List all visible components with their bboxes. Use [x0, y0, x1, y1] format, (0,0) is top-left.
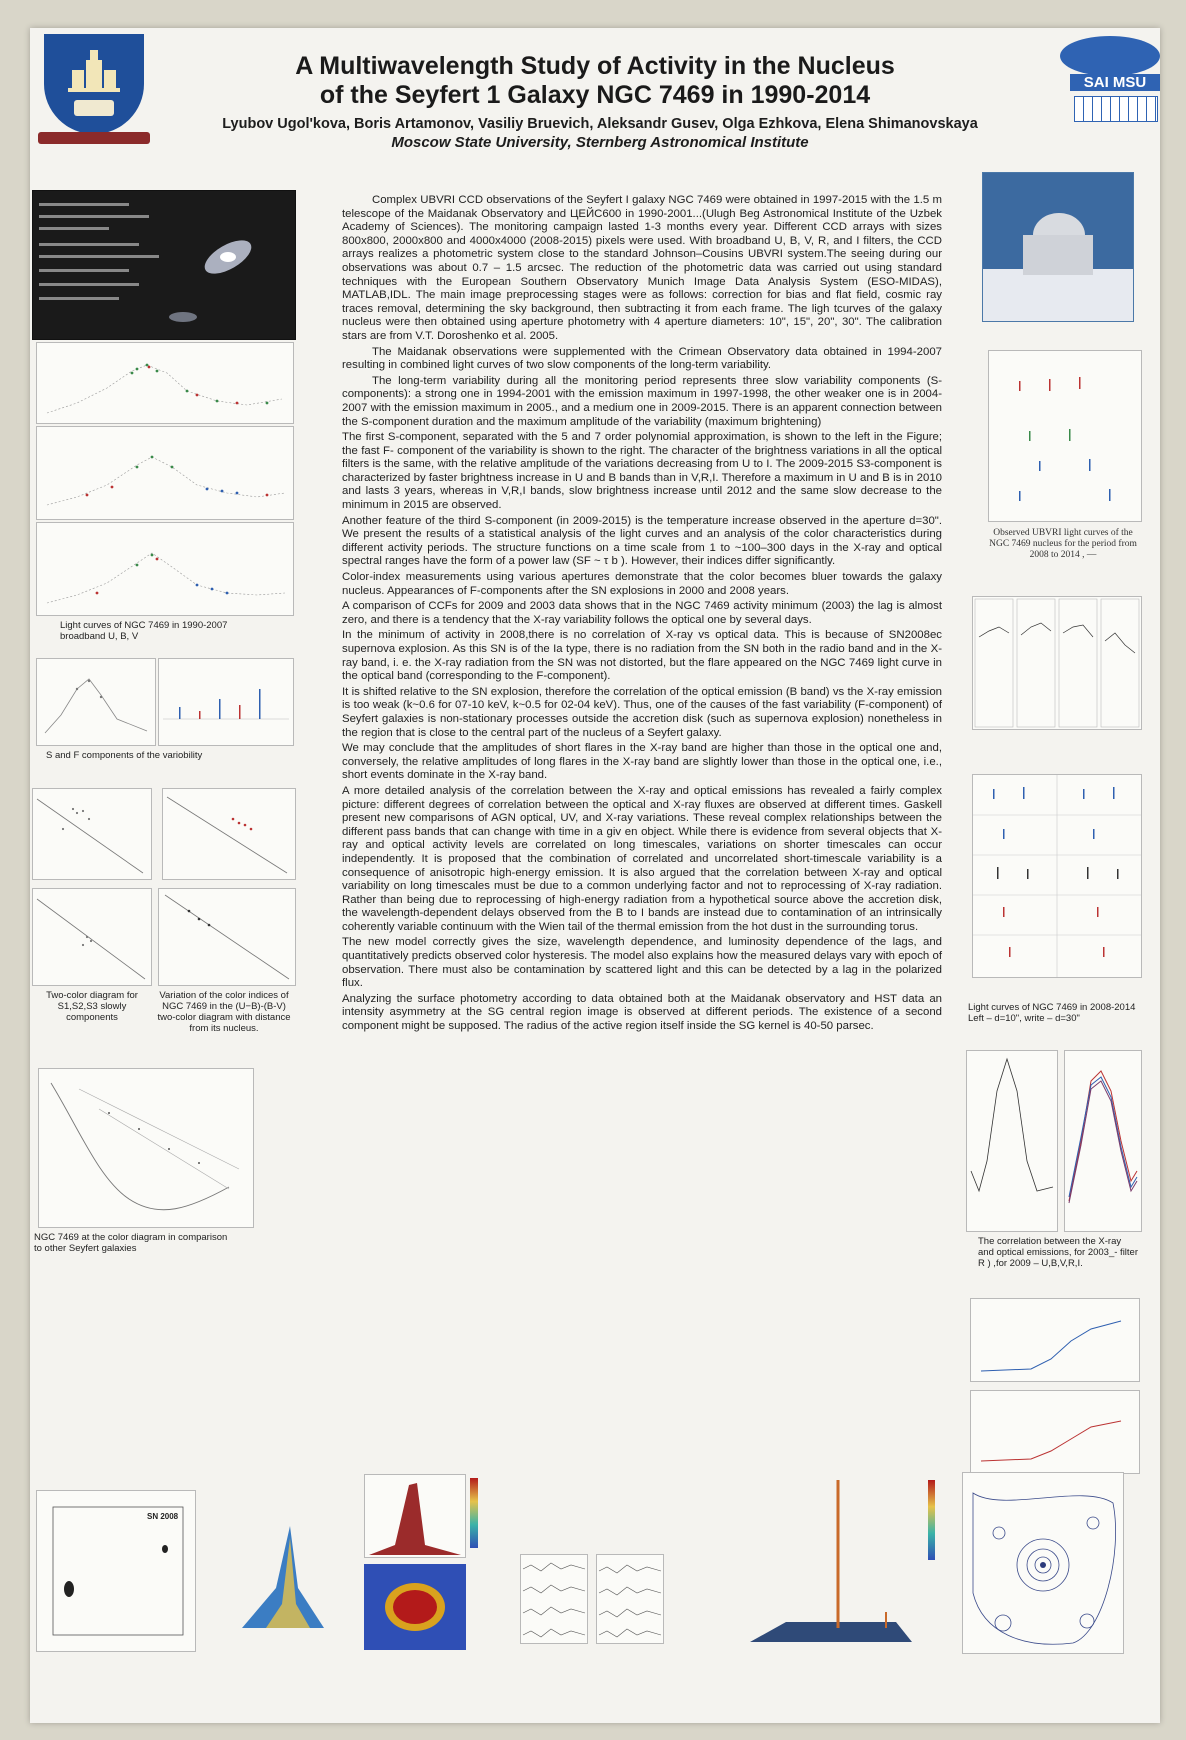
- s-component-plot: [37, 659, 155, 745]
- surface-photometry-3d-b: [746, 1472, 916, 1652]
- galaxy-image: [32, 190, 296, 340]
- two-color-diagram-d: [158, 888, 296, 986]
- light-curve-plot: [37, 523, 293, 615]
- light-curves-grid-small: [972, 596, 1142, 730]
- colorbar: [928, 1480, 935, 1560]
- paragraph: A comparison of CCFs for 2009 and 2003 data shows that in the NGC 7469 activity minimum (2003) the lag is almost zero, and there is a tendency that the X-ray variability follows the optical one by several days.: [342, 600, 942, 626]
- contour-plot: [963, 1473, 1123, 1653]
- cumulative-plot-red: [970, 1390, 1140, 1474]
- observatory-dome-image: [983, 173, 1133, 321]
- authors: Lyubov Ugol'kova, Boris Artamonov, Vasiliy Bruevich, Aleksandr Gusev, Olga Ezhkova, Elena Shimanovskaya: [222, 116, 978, 132]
- ccf-curve-2003: [967, 1051, 1057, 1231]
- surface-photometry-3d-a: [236, 1518, 328, 1638]
- two-color-plot: [159, 889, 295, 985]
- paragraph: It is shifted relative to the SN explosion, therefore the correlation of the optical emission (B band) vs the X-ray emission is too weak (k~0.6 for 07-10 keV, k~0.5 for 02-04 keV). Thus, one of the causes of the fast variability (F-component) of Seyfert galaxies is non-stationary processes outside the accretion disk (such as supernova explosion) nonetheless in the region that is close to the central part of the nucleus of a Seyfert galaxy.: [342, 685, 942, 739]
- colorbar: [470, 1478, 478, 1548]
- sn2008-label: SN 2008: [147, 1512, 179, 1521]
- paragraph: Color-index measurements using various apertures demonstrate that the color becomes bluer towards the galaxy nucleus. Appearances of F-components after the SN explosions in 2000 and 2008 years.: [342, 571, 942, 597]
- light-curves-d10-d30: [973, 775, 1141, 977]
- caption-ubvri-2008-2014: Observed UBVRI light curves of the NGC 7469 nucleus for the period from 2008 to 2014 , —: [989, 528, 1137, 560]
- book-icon: [74, 100, 114, 116]
- paragraph: Another feature of the third S-component (in 2009-2015) is the temperature increase observed in the aperture d=30". We present the results of a statistical analysis of the light curves and an analysis of the color characteristics during different activity periods. The structure functions on a time scale from 1 to ~100–300 days in the X-ray and optical spectral ranges have the form of a power law (SF ~ τ b ). However, their indices differ significantly.: [342, 514, 942, 568]
- s-f-components-right: [158, 658, 294, 746]
- red-step-curve: [971, 1391, 1139, 1473]
- poster: [30, 28, 1160, 1723]
- multi-panel-light-curves: [973, 597, 1141, 729]
- university-building-icon: [68, 50, 120, 92]
- poster-title: [180, 52, 1010, 110]
- light-curves-2008-2014-grid: [972, 774, 1142, 978]
- title-line-2: of the Seyfert 1 Galaxy NGC 7469 in 1990-2014: [319, 81, 871, 109]
- caption-color-diagram: NGC 7469 at the color diagram in comparison to other Seyfert galaxies: [34, 1232, 228, 1254]
- observatory-photo: [982, 172, 1134, 322]
- paragraph: The first S-component, separated with the 5 and 7 order polynomial approximation, is shown to the left in the Figure; the fast F- component of the variability is shown to the right. The character of the brightness variations in all the optical filters is the same, with the relative amplitude of the variations decreasing from U to I. The 2009-2015 S3-component is characterized by faster brightness increase in U and B bands than in V,R,I. Therefore a maximum in U and B is in 2010 and lasts 3 years, whereas in V,R,I bands, slow brightness increase until 2012 and the same slow decrease to the minimum in 2015 are observed.: [342, 431, 942, 512]
- logo-ribbon: [38, 132, 150, 144]
- light-curve-strips-b: [596, 1554, 664, 1644]
- body-text: [342, 194, 942, 1036]
- ubvri-light-curves: [988, 350, 1142, 522]
- paragraph: The long-term variability during all the monitoring period represents three slow variability components (S-components): a strong one in 1994-2001 with the emission maximum in 1997-1998, the other weaker one is in 2004-2007 with the emission maximum in 2005., and a medium one in 2009-2015. There is an apparent connection between the S-component duration and the maximum amplitude of the variability (maximum brightening): [342, 374, 942, 428]
- s-f-components-left: [36, 658, 156, 746]
- profile-peak: [365, 1475, 465, 1557]
- light-curve-panel-v: [36, 522, 294, 616]
- isophote-contour-map: [962, 1472, 1124, 1654]
- caption-two-color-s-components: Two-color diagram for S1,S2,S3 slowly components: [46, 990, 138, 1023]
- two-color-plot: [33, 889, 151, 985]
- intensity-profile-plot: [364, 1474, 466, 1558]
- light-curve-panel-b: [36, 426, 294, 520]
- two-color-diagram-a: [32, 788, 152, 880]
- light-curve-panel-u: [36, 342, 294, 424]
- caption-light-curves-2008-2014: Light curves of NGC 7469 in 2008-2014 Left – d=10", write – d=30": [968, 1002, 1136, 1024]
- paragraph: The new model correctly gives the size, wavelength dependence, and luminosity dependence of the lags, and quantitatively predicts observed color hysteresis. The model also explains how the measured delays vary with epoch of observation. There must also be contamination by scattered light and this can be detected by a lag in the polarized flux.: [342, 936, 942, 990]
- paragraph: Analyzing the surface photometry according to data obtained both at the Maidanak observatory and HST data an intensity asymmetry at the SG central region image is observed at different periods. The existence of a second component might be supposed. The radius of the active region itself inside the SG kernel is 40-50 parsec.: [342, 992, 942, 1033]
- paragraph: A more detailed analysis of the correlation between the X-ray and optical emissions has revealed a fairly complex picture: different degrees of correlation between the optical and X-ray fluxes are observed at different times. Gaskell present new comparisons of AGN optical, UV, and X-ray variations. These reveal complex relationships between the different pass bands that can change with time in a giv en object. While there is evidence from several objects that X-ray and optical activity levels are correlated on long timescales, variations on shorter timescales can occur independently. It is proposed that the combination of correlated and uncorrelated short-timescale variability is a consequence of anisotropic high-energy emission. It is also argued that the correlation between X-ray and optical variability on long timescales must be due to a common underlying factor and not to reprocessing of X-ray radiation. Rather than being due to reprocessing of high-energy radiation from a hypothetical source above the accretion disk, the wavelength-dependent delays observed from the B to I bands are instead due to contamination of an intrinsically coherently variable continuum with the Wien tail of the thermal emission from the hot dust in the surrounding torus.: [342, 784, 942, 933]
- paragraph: The Maidanak observations were supplemented with the Crimean Observatory data obtained in 1994-2007 resulting in combined light curves of two slow components of the long-term variability.: [342, 345, 942, 372]
- seyfert-color-diagram: [39, 1069, 253, 1227]
- intensity-heatmap: [364, 1564, 466, 1650]
- ccf-plot-2009: [1064, 1050, 1142, 1232]
- ubvri-scatter-plot: [989, 351, 1141, 521]
- light-curve-strips-a: [520, 1554, 588, 1644]
- f-component-plot: [159, 659, 293, 745]
- sai-logo-text: SAI MSU: [1070, 74, 1160, 91]
- msu-logo: [44, 34, 144, 134]
- light-curve-plot: [37, 427, 293, 519]
- caption-s-f-components: S and F components of the variobility: [46, 750, 203, 761]
- two-color-diagram-b: [162, 788, 296, 880]
- caption-two-color-nucleus-distance: Variation of the color indices of NGC 7469 in the (U−B)-(B-V) two-color diagram with distance from its nucleus.: [157, 990, 291, 1034]
- paragraph: We may conclude that the amplitudes of short flares in the X-ray band are higher than those in the optical one and, conversely, the relative amplitudes of long flares in the X-ray band are slightly lower than those in the optical one, i.e., short events dominate in the X-ray band.: [342, 742, 942, 782]
- strip-curves: [597, 1555, 663, 1643]
- affiliation: Moscow State University, Sternberg Astronomical Institute: [391, 134, 809, 151]
- 3d-spike-plot: [746, 1472, 916, 1652]
- light-curve-plot: [37, 343, 293, 423]
- ccf-curve-2009: [1065, 1051, 1141, 1231]
- color-diagram-seyferts: [38, 1068, 254, 1228]
- caption-correlation-xray-optical: The correlation between the X-ray and optical emissions, for 2003_- filter R ) ,for 2009 – U,B,V,R,I.: [978, 1236, 1138, 1269]
- sn2008-contour-map: [36, 1490, 196, 1652]
- galaxy-photo: [33, 191, 295, 339]
- cumulative-plot-blue: [970, 1298, 1140, 1382]
- caption-light-curves-1990-2007: Light curves of NGC 7469 in 1990-2007 broadband U, B, V: [60, 620, 228, 642]
- blue-step-curve: [971, 1299, 1139, 1381]
- 3d-peak-plot: [236, 1518, 328, 1638]
- title-line-1: A Multiwavelength Study of Activity in the Nucleus: [295, 52, 895, 80]
- sai-logo: [1060, 36, 1160, 120]
- two-color-plot: [163, 789, 295, 879]
- two-color-diagram-c: [32, 888, 152, 986]
- strip-curves: [521, 1555, 587, 1643]
- sai-building-icon: [1074, 96, 1158, 122]
- paragraph: In the minimum of activity in 2008,there is no correlation of X-ray vs optical data. This is because of SN2008ec supernova explosion. As this SN is of the Ia type, there is no radiation from the SN both in the radio band and in the X-ray band, i. e. the X-ray radiation from the SN was not distorted, but the flare appeared on the NGC 7469 light curve in the optical band (corresponding to the F-component).: [342, 629, 942, 683]
- sai-emblem-icon: [1060, 36, 1160, 76]
- paragraph: Complex UBVRI CCD observations of the Seyfert I galaxy NGC 7469 were obtained in 1997-2015 with the 1.5 m telescope of the Maidanak Observatory and ЦЕЙС600 in 1990-2001...(Ulugh Beg Astronomical Institute of the Uzbek Academy of Sciences). The monitoring campaign lasted 1-3 months every year. Different CCD arrays with sizes 800x800, 2000x800 and 4000x4000 (2008-2015) pixels were used. With broadband U, B, V, R, and I filters, the CCD arrays realizes a photometric system close to the standard Johnson–Cousins UBVRI system.The seeing during our observations was about 0.7 – 1.5 arcsec. The reduction of the photometric data was carried out using standard techniques with the European Southern Observatory Munich Image Data Analysis System (ESO-MIDAS), MATLAB,IDL. The main image preprocessing stages were as follows: correction for bias and flat field, cosmic ray traces removal, determining the sky background, then subtracting it from each frame. The ligh tcurves of the galaxy nucleus were then obtained using aperture photometry with 4 aperture diameters: 10", 15", 20", 30". The calibration stars are from V.T. Doroshenko et al. 2005.: [342, 194, 942, 342]
- heatmap-image: [365, 1565, 465, 1649]
- ccf-plot-2003: [966, 1050, 1058, 1232]
- two-color-plot: [33, 789, 151, 879]
